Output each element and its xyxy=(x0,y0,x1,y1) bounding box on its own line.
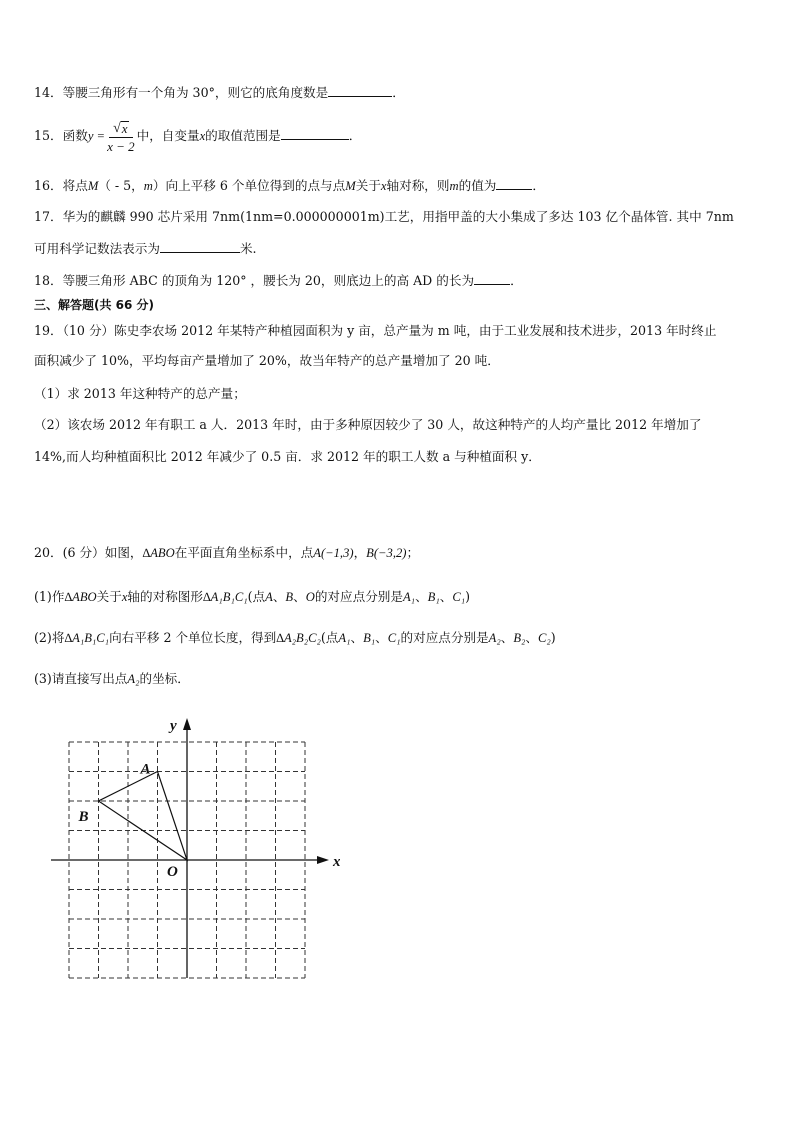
q15-text-b: 中，自变量 xyxy=(136,128,200,143)
q15-var-x: x xyxy=(199,129,206,143)
y-axis-arrow-icon xyxy=(183,718,191,730)
triangle-abo-shape xyxy=(99,772,188,861)
q17-text-a: 可用科学记数法表示为 xyxy=(34,241,160,256)
question-20-part-3: (3)请直接写出点A₂的坐标． xyxy=(34,671,190,686)
q17-answer-blank[interactable] xyxy=(160,240,240,253)
q15-fraction xyxy=(107,120,135,154)
question-14 xyxy=(34,84,405,101)
label-point-b: B xyxy=(78,809,89,825)
label-x-axis: x xyxy=(333,854,340,870)
q16-M: M xyxy=(87,179,99,193)
q16-text-a: 16．将点 xyxy=(34,178,88,193)
question-20-part-2: (2)将∆A₁B₁C₁向右平移 2 个单位长度，得到∆A₂B₂C₂(点A₁、B₁、C₁的对应点分别是A₂、B₂、C₂) xyxy=(34,630,556,645)
q20-triangle-abo: ∆ABO xyxy=(142,546,175,560)
axes xyxy=(51,718,329,978)
q16-text-e: 轴对称，则 xyxy=(386,178,450,193)
q15-text: 15．函数 xyxy=(34,128,88,143)
q18-period: ． xyxy=(510,273,523,288)
question-17-line-2 xyxy=(34,240,257,257)
sqrt-symbol: √ x xyxy=(113,120,128,136)
q16-m: m xyxy=(143,179,153,193)
q16-text-f: 的值为 xyxy=(458,178,497,193)
q15-period: ． xyxy=(348,128,362,143)
question-17-line-1: 17．华为的麒麟 990 芯片采用 7nm(1nm=0.000000001m)工艺，用指甲盖的大小集成了多达 103 亿个晶体管. 其中 7nm xyxy=(34,209,734,224)
label-y-axis: y xyxy=(170,718,177,734)
q16-text-c: ）向上平移 6 个单位得到的点与点 xyxy=(152,178,346,193)
q14-answer-blank[interactable] xyxy=(328,84,392,97)
question-16 xyxy=(34,177,545,194)
question-20-part-1: (1)作∆ABO关于x轴的对称图形∆A₁B₁C₁(点A、B、O的对应点分别是A₁、B₁、C₁) xyxy=(34,589,471,604)
triangle-abo xyxy=(99,772,188,861)
q15-denominator: x − 2 xyxy=(107,138,135,154)
coordinate-grid-figure xyxy=(40,708,340,998)
question-19-line-2: 面积减少了 10%，平均每亩产量增加了 20%，故当年特产的总产量增加了 20 吨． xyxy=(34,353,500,368)
question-19-part-2-line-1: （2）该农场 2012 年有职工 a 人．2013 年时，由于多种原因较少了 30 人，故这种特产的人均产量比 2012 年增加了 xyxy=(34,417,702,432)
q14-text: 14．等腰三角形有一个角为 30°，则它的底角度数是 xyxy=(34,85,329,100)
q16-text-d: 关于 xyxy=(355,178,381,193)
q16-answer-blank[interactable] xyxy=(496,177,532,190)
q20-point-a: A(−1,3) xyxy=(313,546,354,560)
q15-y-equals: y = xyxy=(87,129,106,143)
q14-period: ． xyxy=(392,85,405,100)
q16-period: ． xyxy=(532,178,545,193)
q18-answer-blank[interactable] xyxy=(474,272,510,285)
q20-text-a: 20．(6 分）如图， xyxy=(34,545,143,560)
q15-numerator xyxy=(109,120,132,138)
question-15 xyxy=(34,118,361,158)
q20-text-c: ， xyxy=(353,545,367,560)
q17-text-b: 米. xyxy=(239,241,257,256)
q20-text-d: ； xyxy=(406,545,420,560)
q20-point-b: B(−3,2) xyxy=(366,546,407,560)
q15-answer-blank[interactable] xyxy=(281,127,349,140)
q15-text-c: 的取值范围是 xyxy=(205,128,281,143)
x-axis-arrow-icon xyxy=(317,856,329,864)
q16-m2: m xyxy=(449,179,459,193)
q18-text: 18．等腰三角形 ABC 的顶角为 120° ，腰长为 20，则底边上的高 AD 的长为 xyxy=(34,273,475,288)
label-origin: O xyxy=(167,864,178,880)
question-20-head xyxy=(34,545,419,561)
q16-x: x xyxy=(380,179,387,193)
q16-text-b: （ - 5， xyxy=(98,178,144,193)
question-19-line-1: 19．（10 分）陈史李农场 2012 年某特产种植园面积为 y 亩，总产量为 m 吨，由于工业发展和技术进步，2013 年时终止 xyxy=(34,323,717,338)
question-19-part-2-line-2: 14%,而人均种植面积比 2012 年减少了 0.5 亩．求 2012 年的职工人数 a 与种植面积 y． xyxy=(34,449,541,464)
label-point-a: A xyxy=(140,761,151,778)
question-19-part-1: （1）求 2013 年这种特产的总产量； xyxy=(34,386,246,401)
section-3-title: 三、解答题(共 66 分) xyxy=(34,298,155,312)
q16-M2: M xyxy=(345,179,356,193)
q20-text-b: 在平面直角坐标系中，点 xyxy=(174,545,314,560)
question-18 xyxy=(34,272,523,289)
